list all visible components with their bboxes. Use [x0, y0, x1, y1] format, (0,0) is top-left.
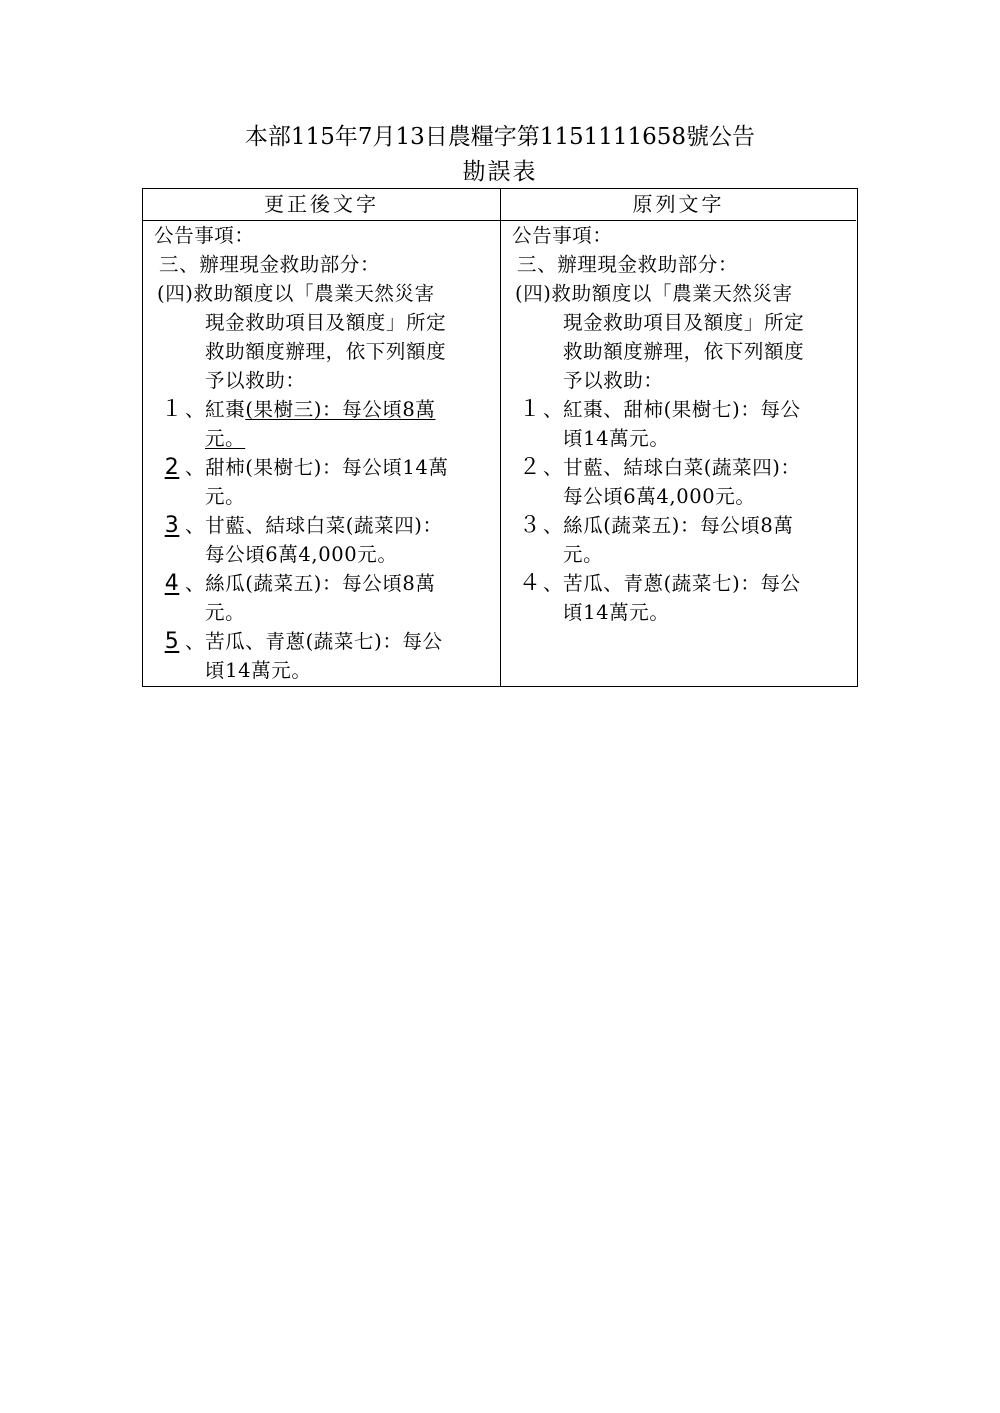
header-corrected: 更正後文字	[143, 189, 500, 221]
list-item-continuation: 頃14萬元。	[563, 427, 670, 450]
item-text: 、紅棗	[185, 398, 246, 421]
section-three-heading: 三、辦理現金救助部分：	[159, 253, 381, 276]
item-number: ３	[518, 513, 542, 538]
item-number: 5	[164, 629, 180, 654]
original-text-body	[501, 221, 856, 627]
list-item-continuation: 元。	[205, 485, 246, 508]
list-item-continuation: 每公頃6萬4,000元。	[563, 485, 756, 508]
list-item-continuation	[143, 424, 500, 453]
item-number: １	[160, 397, 184, 422]
paragraph-four-line: 現金救助項目及額度」所定	[563, 311, 805, 334]
paragraph-four-line: 現金救助項目及額度」所定	[205, 311, 447, 334]
announcement-label: 公告事項：	[154, 224, 255, 247]
list-item	[143, 627, 500, 656]
header-original: 原列文字	[501, 189, 856, 221]
list-item-continuation: 頃14萬元。	[205, 659, 312, 682]
item-number: 2	[164, 455, 180, 480]
list-item	[501, 511, 856, 540]
item-text: 、絲瓜(蔬菜五)：每公頃8萬	[185, 572, 436, 595]
list-item	[143, 395, 500, 424]
list-item	[501, 569, 856, 598]
section-three-heading: 三、辦理現金救助部分：	[517, 253, 739, 276]
item-text: 、苦瓜、青蔥(蔬菜七)：每公	[185, 630, 443, 653]
column-corrected	[143, 189, 501, 686]
list-item-continuation: 元。	[205, 601, 246, 624]
item-number: １	[518, 397, 542, 422]
corrected-text-body	[143, 221, 500, 685]
item-text-underlined: 元。	[205, 427, 246, 450]
errata-table	[142, 188, 858, 687]
list-item	[501, 453, 856, 482]
item-text: 、甜柿(果樹七)：每公頃14萬	[185, 456, 449, 479]
paragraph-four-line: 予以救助：	[563, 369, 664, 392]
item-number: ４	[518, 571, 542, 596]
item-text: 、甘藍、結球白菜(蔬菜四)：	[185, 514, 443, 537]
paragraph-four-line: 救助額度辦理，依下列額度	[563, 340, 805, 363]
list-item-continuation: 頃14萬元。	[563, 601, 670, 624]
paragraph-four-line: 救助額度辦理，依下列額度	[205, 340, 447, 363]
paragraph-four-line: (四)救助額度以「農業天然災害	[157, 282, 435, 305]
item-number: 3	[164, 513, 180, 538]
list-item-continuation: 每公頃6萬4,000元。	[205, 543, 398, 566]
list-item	[143, 511, 500, 540]
paragraph-four-line: (四)救助額度以「農業天然災害	[515, 282, 793, 305]
item-text: 、甘藍、結球白菜(蔬菜四)：	[543, 456, 801, 479]
item-text: 、紅棗、甜柿(果樹七)：每公	[543, 398, 801, 421]
item-number: 4	[164, 571, 180, 596]
paragraph-four-line: 予以救助：	[205, 369, 306, 392]
document-subtitle: 勘誤表	[462, 159, 538, 185]
document-title: 本部115年7月13日農糧字第1151111658號公告	[244, 124, 756, 150]
column-original	[501, 189, 856, 686]
announcement-label: 公告事項：	[512, 224, 613, 247]
list-item-continuation: 元。	[563, 543, 604, 566]
item-number: ２	[518, 455, 542, 480]
list-item	[143, 453, 500, 482]
list-item	[501, 395, 856, 424]
item-text: 、絲瓜(蔬菜五)：每公頃8萬	[543, 514, 794, 537]
list-item	[143, 569, 500, 598]
item-text-underlined: (果樹三)：每公頃8萬	[245, 398, 436, 421]
item-text: 、苦瓜、青蔥(蔬菜七)：每公	[543, 572, 801, 595]
